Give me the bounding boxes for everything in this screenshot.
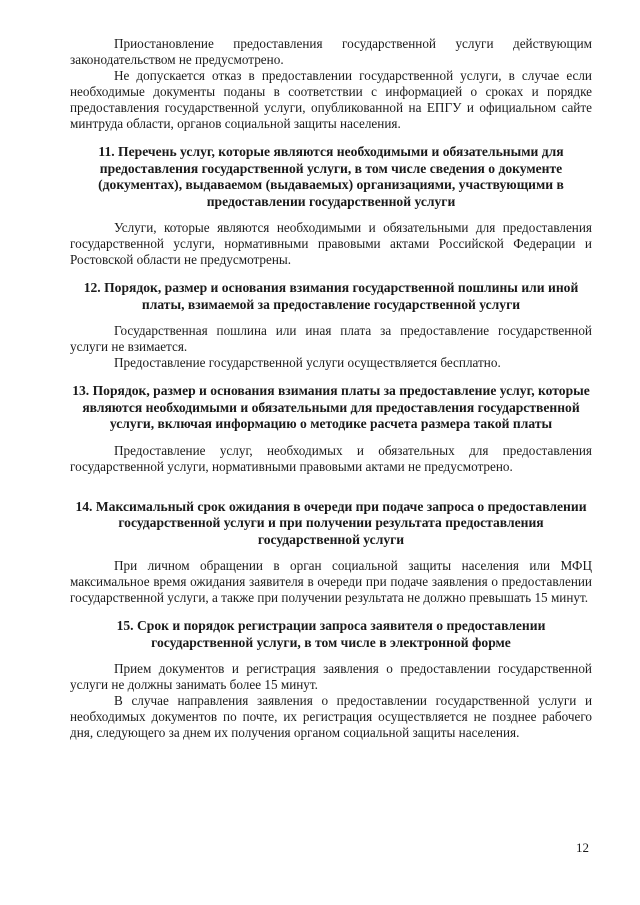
section-15-paragraph-2: В случае направления заявления о предоставлении государственной услуги и необходимых документов по почте, их регистрация осуществляется не позднее рабочего дня, следующего за днем их получения органом социальной защиты населения. (70, 693, 592, 740)
page-number: 12 (576, 840, 589, 855)
document-page (70, 36, 592, 741)
section-12-paragraph-1: Государственная пошлина или иная плата за предоставление государственной услуги не взимается. (70, 323, 592, 354)
intro-paragraph-1: Приостановление предоставления государственной услуги действующим законодательством не предусмотрено. (70, 36, 592, 67)
section-12-paragraph-2: Предоставление государственной услуги осуществляется бесплатно. (114, 355, 501, 370)
section-14-heading: 14. Максимальный срок ожидания в очереди при подаче запроса о предоставлении государственной услуги и при получении результата предоставления государственной услуги (75, 498, 587, 547)
section-15-paragraph-1: Прием документов и регистрация заявления о предоставлении государственной услуги не должны занимать более 15 минут. (70, 661, 592, 692)
intro-paragraph-2: Не допускается отказ в предоставлении государственной услуги, в случае если необходимые документы поданы в соответствии с информацией о сроках и порядке предоставления государственной услуги, опубликованной на ЕПГУ и официальном сайте минтруда области, органов социальной защиты населения. (70, 68, 592, 131)
section-15-heading: 15. Срок и порядок регистрации запроса заявителя о предоставлении государственной услуги, в том числе в электронной форме (116, 618, 546, 650)
section-12-heading: 12. Порядок, размер и основания взимания государственной пошлины или иной платы, взимаемой за предоставление государственной услуги (83, 280, 579, 312)
section-11-paragraph-1: Услуги, которые являются необходимыми и обязательными для предоставления государственной услуги, нормативными правовыми актами Российской Федерации и Ростовской области не предусмотрены. (70, 220, 592, 267)
section-13-paragraph-1: Предоставление услуг, необходимых и обязательных для предоставления государственной услуги, нормативными правовыми актами не предусмотрено. (70, 442, 592, 474)
section-11-heading: 11. Перечень услуг, которые являются необходимыми и обязательными для предоставления государственной услуги, в том числе сведения о документе (документах), выдаваемом (выдаваемых) организациями, участвующими в предоставлении государственной услуги (98, 144, 564, 209)
section-13-heading: 13. Порядок, размер и основания взимания платы за предоставление услуг, которые являются необходимыми и обязательными для предоставления государственной услуги, включая информацию о методике расчета размера такой платы (72, 383, 590, 431)
section-14-paragraph-1: При личном обращении в орган социальной защиты населения или МФЦ максимальное время ожидания заявителя в очереди при подаче заявления о предоставлении государственной услуги, а также при получении результата не должно превышать 15 минут. (70, 558, 592, 605)
